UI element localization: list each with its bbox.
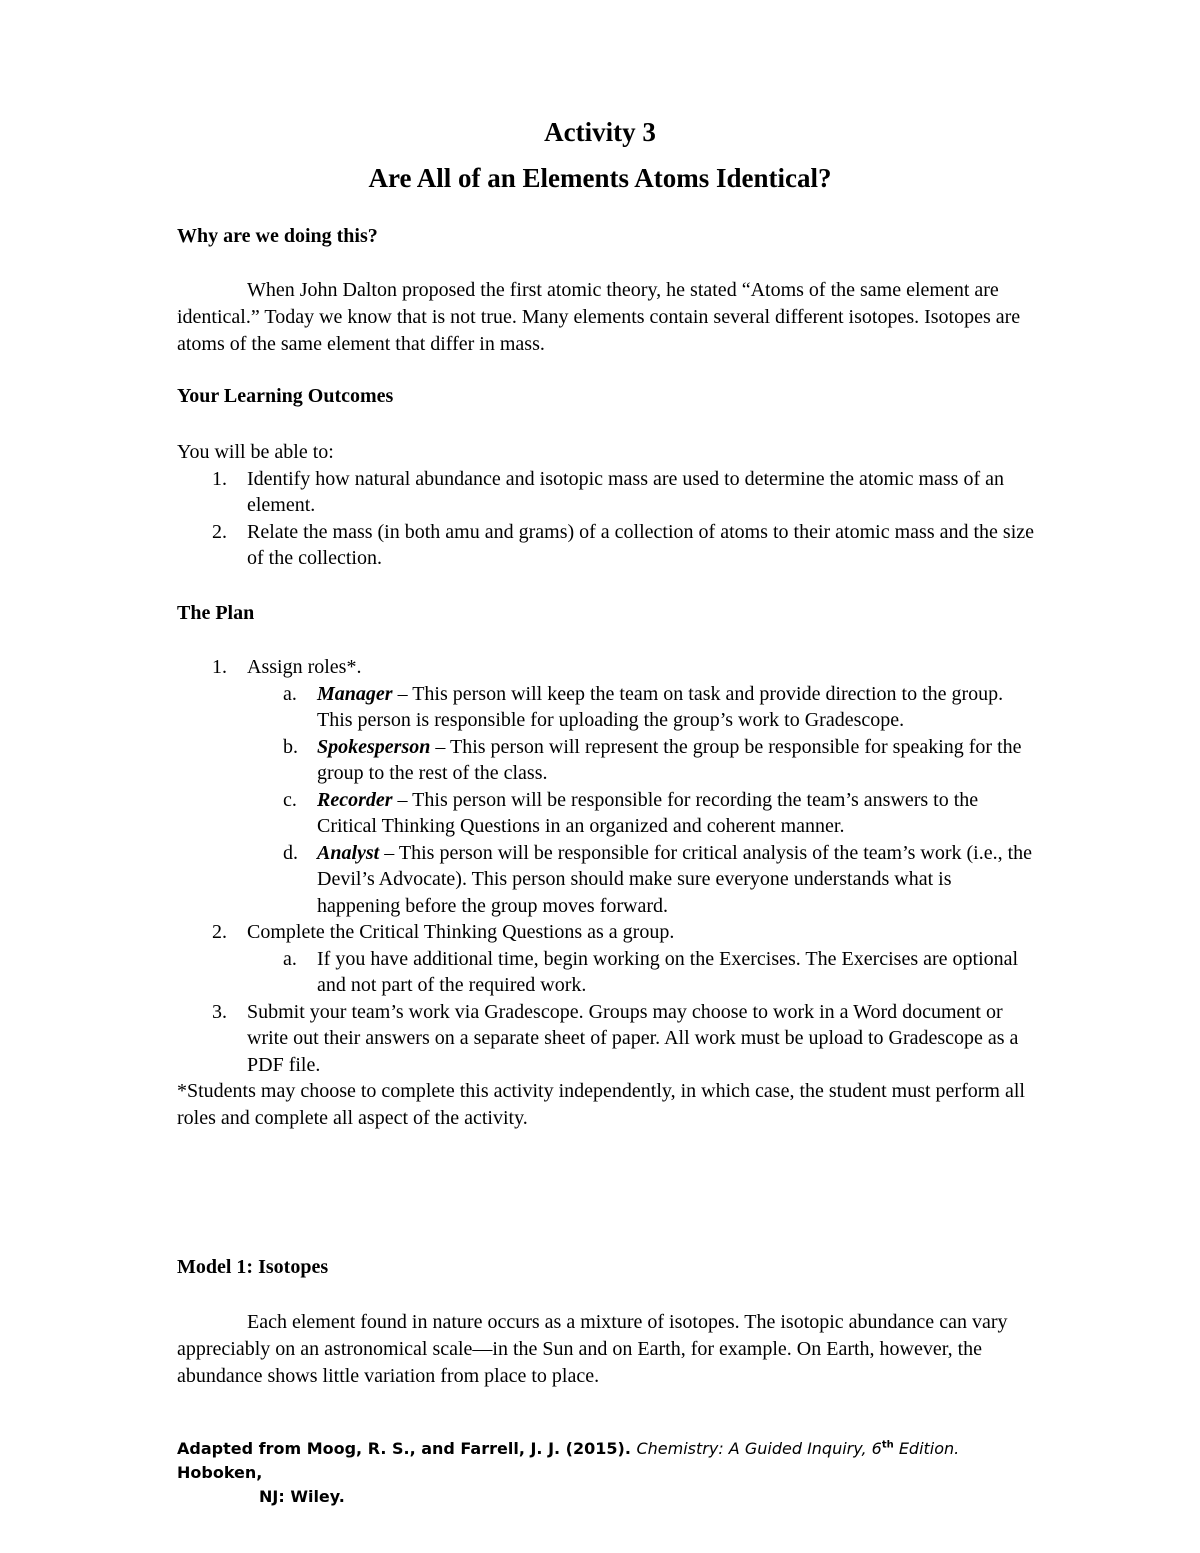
model-body: Each element found in nature occurs as a mixture of isotopes. The isotopic abundance can vary appreciably on an astronomical scale—in the Sun and on Earth, for example. On Earth, however, the abundance shows little variation from place to place. — [177, 1311, 1008, 1387]
role-name: Recorder — [317, 788, 393, 811]
citation-line-1 — [177, 1437, 1037, 1485]
outcomes-intro: You will be able to: — [177, 441, 334, 463]
citation-superscript: th — [881, 1439, 894, 1451]
roles-footnote: *Students may choose to complete this activity independently, in which case, the student must perform all roles and complete all aspect of the activity. — [177, 1080, 1025, 1129]
activity-title: Are All of an Elements Atoms Identical? — [368, 163, 832, 193]
role-item-recorder — [177, 787, 1037, 840]
citation-footer — [177, 1437, 1037, 1509]
role-item-manager — [177, 681, 1037, 734]
role-description: – This person will be responsible for recording the team’s answers to the Critical Thinking Questions in an organized and coherent manner. — [317, 788, 979, 837]
role-name: Manager — [317, 682, 393, 705]
citation-publisher: NJ: Wiley. — [259, 1487, 345, 1506]
step-number: 2. — [212, 921, 227, 943]
substep-letter: a. — [283, 947, 297, 970]
plan-substep — [177, 946, 1037, 999]
plan-step — [177, 654, 1037, 681]
outcome-number: 2. — [212, 520, 227, 543]
citation-authors: Adapted from Moog, R. S., and Farrell, J. J. (2015). — [177, 1439, 637, 1458]
outcome-number: 1. — [212, 467, 227, 490]
outcome-item — [177, 466, 1037, 519]
step-number: 3. — [212, 1000, 227, 1023]
role-letter: b. — [283, 735, 298, 758]
role-description: – This person will keep the team on task and provide direction to the group. This person is responsible for uploading the group’s work to Gradescope. — [317, 682, 1004, 731]
plan-step — [177, 919, 1037, 946]
plan-list — [177, 654, 1037, 1131]
role-letter: c. — [283, 788, 297, 811]
step-text: Submit your team’s work via Gradescope. Groups may choose to work in a Word document or write out their answers on a separate sheet of paper. All work must be upload to Gradescope as a PDF file. — [247, 1000, 1019, 1076]
role-name: Analyst — [317, 841, 380, 864]
role-item-analyst — [177, 840, 1037, 920]
model-heading: Model 1: Isotopes — [177, 1256, 329, 1278]
plan-heading: The Plan — [177, 602, 255, 624]
role-letter: a. — [283, 682, 297, 705]
outcome-text: Identify how natural abundance and isotopic mass are used to determine the atomic mass of an element. — [247, 467, 1004, 516]
step-text: Complete the Critical Thinking Questions as a group. — [247, 921, 675, 943]
citation-book-title: Chemistry: A Guided Inquiry, 6 — [636, 1439, 882, 1458]
outcome-text: Relate the mass (in both amu and grams) of a collection of atoms to their atomic mass and the size of the collection. — [247, 520, 1035, 569]
why-body: When John Dalton proposed the first atomic theory, he stated “Atoms of the same element are identical.” Today we know that is not true. Many elements contain several different isotopes. Isotopes are atoms of the same element that differ in mass. — [177, 279, 1021, 355]
citation-book-edition: Edition. — [893, 1439, 960, 1458]
role-name: Spokesperson — [317, 735, 431, 758]
plan-step — [177, 999, 1037, 1079]
role-item-spokesperson — [177, 734, 1037, 787]
step-text: Assign roles*. — [247, 656, 362, 678]
step-number: 1. — [212, 656, 227, 678]
why-paragraph — [177, 277, 1037, 358]
model-paragraph — [177, 1309, 1037, 1390]
outcome-item — [177, 519, 1037, 572]
outcomes-list — [177, 439, 1037, 572]
role-letter: d. — [283, 841, 298, 864]
activity-number: Activity 3 — [544, 117, 656, 147]
role-description: – This person will represent the group be responsible for speaking for the group to the rest of the class. — [317, 735, 1022, 784]
citation-publisher-city: Hoboken, — [177, 1463, 263, 1482]
role-description: – This person will be responsible for critical analysis of the team’s work (i.e., the Devil’s Advocate). This person should make sure everyone understands what is happening before the group moves forward. — [317, 841, 1033, 917]
outcomes-heading: Your Learning Outcomes — [177, 385, 394, 407]
why-heading: Why are we doing this? — [177, 225, 378, 247]
substep-text: If you have additional time, begin working on the Exercises. The Exercises are optional and not part of the required work. — [317, 947, 1019, 996]
